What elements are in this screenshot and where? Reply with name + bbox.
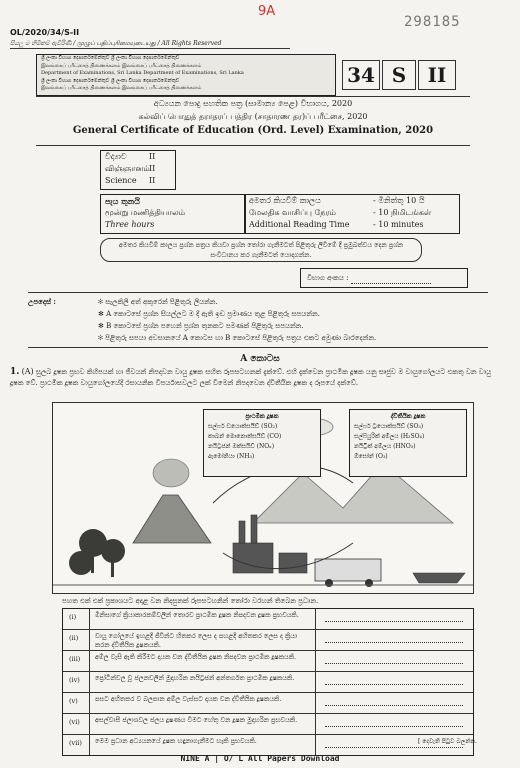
row-number: (vii) [69, 739, 82, 747]
row-number: (iv) [69, 676, 80, 684]
secondary-title: ද්විතීයික දූෂක [390, 413, 426, 420]
reading-value-si: - මිනිත්තු 10 යි [373, 196, 425, 205]
row-text: අසල්වාසී ජලාශවල ජලය දූෂණය වීමට හේතු වන දූෂක මුදාහරින ප්‍රභවයකි. [95, 716, 298, 724]
table-row [63, 650, 473, 672]
dept-line: ශ්‍රී ලංකා විභාග දෙපාර්තමේන්තුව ශ්‍රී ලංකා විභාග දෙපාර්තමේන්තුව [41, 77, 180, 84]
reading-value-ta: - 10 நிமிடங்கள் [373, 208, 432, 217]
ship-shape [413, 573, 465, 583]
answer-field[interactable] [325, 663, 463, 664]
dept-line: இலங்கைப் பரீட்சைத் திணைக்களம் இலங்கைப் பரீட்சைத் திணைக்களம் [41, 62, 202, 69]
pollution-diagram [52, 402, 474, 594]
subject-en: Science [105, 176, 137, 185]
download-banner[interactable]: NINE A | O/ L All Papers Download [180, 754, 340, 763]
answer-field[interactable] [325, 726, 463, 727]
row-number: (i) [69, 613, 77, 621]
primary-item: ඇමෝනියා (NH₃) [208, 453, 255, 460]
reading-time-box [244, 194, 460, 234]
subject-num: II [149, 176, 156, 185]
exam-title-en: General Certificate of Education (Ord. Level) Examination, 2020 [72, 125, 434, 136]
primary-item: සල්ෆර් ඩයොක්සයිඩ් (SO₂) [208, 423, 278, 430]
dept-line: Department of Examinations, Sri Lanka Department of Examinations, Sri Lanka [41, 70, 244, 76]
secondary-item: ඕසෝන් (O₃) [354, 453, 388, 460]
exam-title-ta: கல்விப் பொதுத் தராதரப் பத்திர (சாதாரண தர)ப் பரீட்சை, 2020 [138, 112, 368, 121]
serial-number: 298185 [404, 14, 461, 30]
answer-field[interactable] [325, 747, 463, 748]
secondary-item: සල්ෆර් ට්‍රයොක්සයිඩ් (SO₃) [354, 423, 424, 430]
primary-pollutants-box [203, 409, 321, 477]
code-box-subject: 34 [342, 60, 380, 90]
table-row [63, 629, 473, 651]
instructions [28, 292, 488, 348]
instructions-label: උපදෙස් : [28, 297, 57, 306]
subject-num: II [149, 152, 156, 161]
row-number: (v) [69, 697, 78, 705]
subject-num: II [149, 164, 156, 173]
answer-field[interactable] [325, 684, 463, 685]
table-row [63, 609, 473, 629]
row-number: (vi) [69, 718, 80, 726]
instruction-item: ✻ සැලකිලි අත් අකුරෙන් පිළිතුරු ලියන්න. [98, 298, 218, 306]
dept-line: இலங்கைப் பரீட்சைத் திணைக்களம் இலங்கைப் பரீட்சைத் திணைக்களம் [41, 85, 202, 91]
question-1a [10, 366, 505, 389]
primary-item: නයිට්‍රජන් ඔක්සයිඩ් (NOₓ) [208, 443, 275, 450]
instruction-item: ✻ B කොටසේ ප්‍රශ්න පහෙන් ප්‍රශ්න තුනකට පමණක් පිළිතුරු සපයන්න. [98, 322, 304, 330]
duration-si: පැය තුනයි [105, 196, 140, 206]
row-number: (iii) [69, 655, 81, 663]
bus-shape [315, 559, 381, 587]
code-box-medium: S [382, 60, 416, 90]
index-label: විභාග අංකය : [307, 274, 349, 282]
exam-title-si: අධ්‍යයන පොදු සහතික පත්‍ර (සාමාන්‍ය පෙළ) විභාගය, 2020 [153, 99, 353, 108]
trees [69, 529, 125, 577]
reading-note: අමතර කියවීම් කාලය ප්‍රශ්න පත්‍රය කියවා ප්‍රශ්න තෝරා ගැනීමටත් පිළිතුරු ලිවීමේ දී ප්‍රමුඛත්වය දෙන ප්‍රශ්න සංවිධානය කර ගැනීමටත් යොදාගන්න. [100, 238, 422, 262]
exam-title-block [36, 96, 470, 146]
question-part: (A) [21, 367, 34, 376]
primary-title: ප්‍රාථමික දූෂක [245, 413, 279, 420]
reading-time-si: අමතර කියවීම් කාලය [249, 196, 321, 205]
subject-si: විද්‍යාව [105, 152, 127, 161]
index-number-field[interactable] [351, 273, 431, 284]
answer-field[interactable] [325, 621, 463, 622]
index-number-box [300, 268, 468, 288]
department-box [36, 54, 336, 96]
smoke-shape [153, 459, 189, 487]
row-text: අම්ල වැසි ඇති කිරීමට දායක වන ද්විතීයික දූෂක නිපදවන ප්‍රාථමික දූෂකයකි. [95, 653, 297, 661]
volcano-shape [133, 495, 211, 543]
section-title: A කොටස [240, 354, 280, 364]
instruction-item: ✻ පිළිතුරු සපයා අවසානයේ A කොටස හා B කොටසේ පිළිතුරු පත්‍රය එකට අමුණා බාරදෙන්න. [98, 334, 377, 342]
duration-en: Three hours [105, 220, 155, 229]
table-row [63, 713, 473, 735]
answer-field[interactable] [325, 705, 463, 706]
secondary-item: නයිට්‍රික් අම්ලය (HNO₃) [354, 443, 416, 450]
statements-table [62, 608, 474, 756]
table-row [63, 692, 473, 714]
factory-shape [233, 515, 307, 573]
dept-line: ශ්‍රී ලංකා විභාග දෙපාර්තමේන්තුව ශ්‍රී ලංකා විභාග දෙපාර්තමේන්තුව [41, 55, 180, 61]
turn-page-note: [ දෙවැනි පිටුව බලන්න. [418, 738, 477, 745]
duration-box [100, 194, 246, 234]
answer-field[interactable] [325, 642, 463, 643]
reading-time-en: Additional Reading Time [249, 220, 350, 229]
rights-notice: සියලු ම හිමිකම් ඇවිරිණි / முழுப் பதிப்புரிமையுடையது / All Rights Reserved [10, 40, 290, 49]
code-box-paper: II [418, 60, 456, 90]
reading-value-en: - 10 minutes [373, 220, 424, 229]
question-number: 1. [10, 367, 20, 377]
question-text: සුලබ දූෂක ප්‍රභව කිහිපයක් හා ජීවයන් නිපදවන වායු දූෂක සහිත රූපසටහනක් දැක්වේ. එහි දැක්වෙන ප්‍රාථමික දූෂක යනු සෘජුව ම වායුගෝලයට එකතු වන වායු දූෂක වේ. ප්‍රාථමික දූෂක වායුගෝලයේදී රසායනික විපර්යාසවලට ලක් වීමෙන් නිපදවෙන ද්විතීයික දූෂක ද රූපයේ දක්වේ. [10, 368, 492, 387]
instruction-item: ✻ A කොටසේ ප්‍රශ්න සියල්ලට ම දී ඇති ඉඩ ප්‍රමාණය තුළ පිළිතුරු සපයන්න. [98, 310, 320, 318]
table-row [63, 734, 473, 756]
page-mark: 9A [258, 4, 276, 19]
row-text: මෙම ප්‍රධාන අධ්‍යයනයේ දූෂක හඳුනාගැනීමට හැකි ප්‍රභවයකි. [95, 737, 257, 745]
paper-code: OL/2020/34/S-II [10, 28, 80, 37]
row-text: පසට අහිතකර ව බලපාන අම්ල වැස්සට දායක වන ද්විතීයික දූෂකයකි. [95, 695, 282, 703]
subject-ta: விஞ்ஞானம் [105, 164, 150, 173]
duration-ta: மூன்று மணித்தியாலம் [105, 208, 186, 217]
row-text: ප්‍රෝටීන්වල වූ ජලනවලින් මුදාහරින නයිට්‍රජන් අන්තර්ගත ප්‍රාථමික දූෂකයකි. [95, 674, 295, 682]
row-text: මිනිසාගේ ක්‍රියාකාරකම්වලින් තොරව ප්‍රාථමික දූෂක නිපදවන දූෂක ප්‍රභවයකි. [95, 611, 299, 619]
secondary-item: සල්ෆියුරික් අම්ලය (H₂SO₄) [354, 433, 425, 440]
subject-box [100, 150, 176, 190]
secondary-pollutants-box [349, 409, 467, 477]
row-number: (ii) [69, 634, 79, 642]
row-text: වායු ගෝලයේ ඉහළදී ජීවීන්ට හිතකර ලෙස ද පහළදී අහිතකර ලෙස ද ක්‍රියා කරන ද්විතීයික දූෂකයකි. [95, 632, 298, 649]
table-instruction: පහත එක් එක් ප්‍රකාශයට අදාළ වන නිදසුනක් රූපසටහනින් තෝරා වරහන් තිබෙන ප්‍රධාන. [62, 597, 319, 605]
table-row [63, 671, 473, 693]
primary-item: කාබන් මොනොක්සයිඩ් (CO) [208, 433, 282, 440]
reading-time-ta: மேலதிக வாசிப்பு நேரம் [249, 208, 336, 217]
